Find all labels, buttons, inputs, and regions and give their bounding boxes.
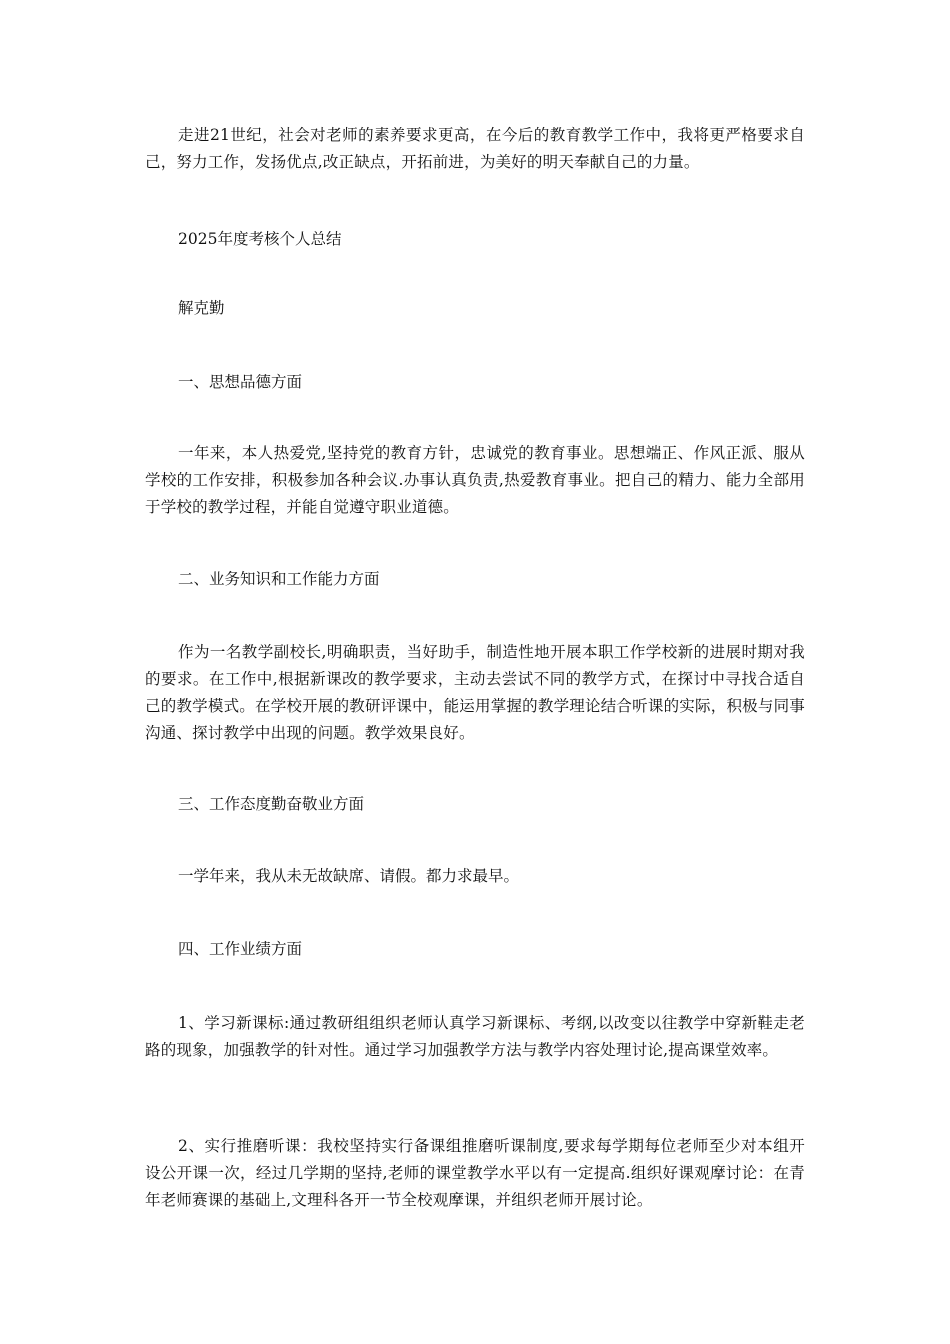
section-heading-3: 三、工作态度勤奋敬业方面 — [178, 795, 365, 813]
section-heading-2: 二、业务知识和工作能力方面 — [178, 570, 380, 588]
intro-paragraph: 走进21世纪，社会对老师的素养要求更高，在今后的教育教学工作中，我将更严格要求自己，努力工作，发扬优点,改正缺点，开拓前进，为美好的明天奉献自己的力量。 — [145, 126, 805, 171]
section-heading-4: 四、工作业绩方面 — [178, 940, 303, 958]
section-body-1: 一年来，本人热爱党,坚持党的教育方针，忠诚党的教育事业。思想端正、作风正派、服从学校的工作安排，积极参加各种会议.办事认真负责,热爱教育事业。把自己的精力、能力全部用于学校的教学过程，并能自觉遵守职业道德。 — [145, 444, 805, 516]
section-item-2: 2、实行推磨听课：我校坚持实行备课组推磨听课制度,要求每学期每位老师至少对本组开设公开课一次，经过几学期的坚持,老师的课堂教学水平以有一定提高.组织好课观摩讨论：在青年老师赛课的基础上,文理科各开一节全校观摩课，并组织老师开展讨论。 — [145, 1137, 805, 1209]
section-item-1: 1、学习新课标:通过教研组组织老师认真学习新课标、考纲,以改变以往教学中穿新鞋走老路的现象，加强教学的针对性。通过学习加强教学方法与教学内容处理讨论,提高课堂效率。 — [145, 1014, 805, 1059]
author-name: 解克勤 — [178, 299, 225, 317]
document-title: 2025年度考核个人总结 — [178, 230, 342, 248]
section-heading-1: 一、思想品德方面 — [178, 373, 303, 391]
section-body-3: 一学年来，我从未无故缺席、请假。都力求最早。 — [178, 867, 520, 885]
section-body-2: 作为一名教学副校长,明确职责，当好助手，制造性地开展本职工作学校新的进展时期对我的要求。在工作中,根据新课改的教学要求，主动去尝试不同的教学方式，在探讨中寻找合适自己的教学模式。在学校开展的教研评课中，能运用掌握的教学理论结合听课的实际，积极与同事沟通、探讨教学中出现的问题。教学效果良好。 — [145, 643, 805, 742]
